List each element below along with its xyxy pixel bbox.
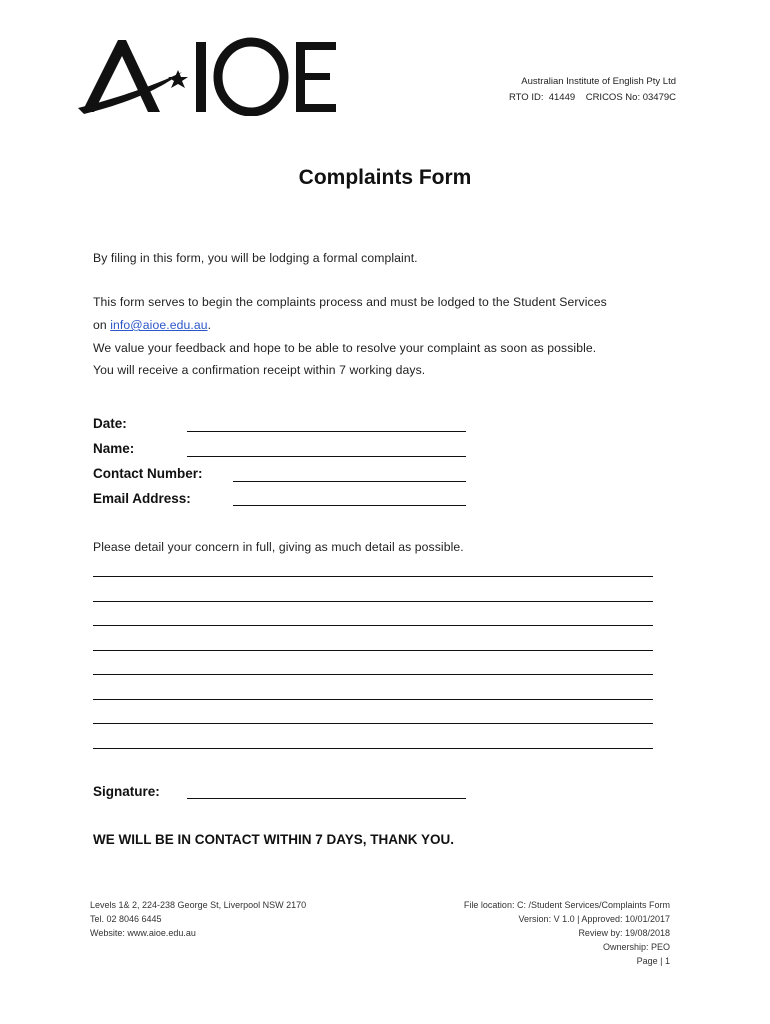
- footer-contact: [90, 898, 306, 940]
- footer-website: Website: www.aioe.edu.au: [90, 928, 196, 938]
- concern-line[interactable]: [93, 576, 653, 577]
- concern-line[interactable]: [93, 625, 653, 626]
- intro-text: By filing in this form, you will be lodging a formal complaint.: [93, 251, 418, 265]
- footer-version: Version: V 1.0 | Approved: 10/01/2017: [518, 914, 670, 924]
- email-address-label: Email Address:: [93, 491, 191, 506]
- name-field[interactable]: [187, 456, 466, 457]
- footer-phone: Tel. 02 8046 6445: [90, 914, 162, 924]
- date-field[interactable]: [187, 431, 466, 432]
- signature-field[interactable]: [187, 798, 466, 799]
- instructions-suffix: .: [207, 318, 212, 332]
- form-title: Complaints Form: [298, 166, 472, 189]
- concern-line[interactable]: [93, 723, 653, 724]
- footer-review-date: Review by: 19/08/2018: [578, 928, 670, 938]
- concern-line[interactable]: [93, 699, 653, 700]
- contact-number-field[interactable]: [233, 481, 466, 482]
- footer-file-location: File location: C: /Student Services/Complaints Form: [463, 900, 670, 910]
- footer-page-number: Page | 1: [636, 956, 670, 966]
- concern-line[interactable]: [93, 650, 653, 651]
- feedback-text: We value your feedback and hope to be able to resolve your complaint as soon as possible.: [93, 341, 597, 355]
- closing-statement: WE WILL BE IN CONTACT WITHIN 7 DAYS, THANK YOU.: [93, 832, 455, 847]
- organisation-name: Australian Institute of English Pty Ltd: [521, 76, 676, 87]
- confirmation-text: You will receive a confirmation receipt within 7 working days.: [93, 363, 426, 377]
- aioe-logo: [78, 36, 340, 116]
- organisation-info: [509, 74, 676, 106]
- contact-number-label: Contact Number:: [93, 466, 203, 481]
- concern-line[interactable]: [93, 601, 653, 602]
- email-address-field[interactable]: [233, 505, 466, 506]
- footer-ownership: Ownership: PEO: [602, 942, 670, 952]
- organisation-ids: RTO ID: 41449 CRICOS No: 03479C: [508, 92, 676, 103]
- instructions-prefix: on: [93, 318, 111, 332]
- email-link[interactable]: info@aioe.edu.au: [110, 318, 208, 332]
- name-label: Name:: [93, 441, 135, 456]
- instructions-line-1: This form serves to begin the complaints process and must be lodged to the Student Services: [93, 295, 607, 309]
- footer-address: Levels 1& 2, 224-238 George St, Liverpool NSW 2170: [90, 900, 307, 910]
- signature-label: Signature:: [93, 784, 160, 799]
- concern-line[interactable]: [93, 748, 653, 749]
- footer-document-info: [464, 898, 670, 968]
- concern-line[interactable]: [93, 674, 653, 675]
- detail-prompt: Please detail your concern in full, giving as much detail as possible.: [93, 540, 464, 554]
- date-label: Date:: [93, 416, 127, 431]
- instructions-line-2: [93, 318, 211, 332]
